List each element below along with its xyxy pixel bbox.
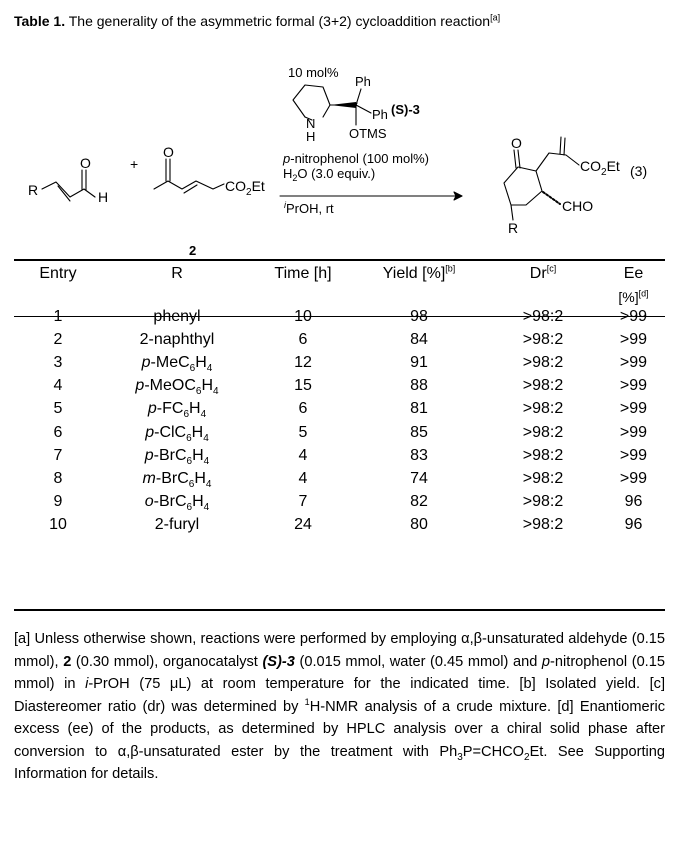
cell-r: $p-MeOC_6H_4$ xyxy=(135,377,219,398)
cell-dr: >98:2 xyxy=(522,446,564,464)
cell-r: 2-furyl xyxy=(154,516,200,534)
catalyst-ph-top: Ph xyxy=(355,74,371,89)
cell-ee: >99 xyxy=(619,377,648,395)
cell-ee: 96 xyxy=(624,493,643,511)
catalyst-bond-ph-top xyxy=(356,89,361,105)
table-bottom-rule xyxy=(14,609,665,611)
cell-dr: >98:2 xyxy=(522,353,564,371)
catalyst-bond-ph-right xyxy=(356,105,371,113)
reactant2-chain xyxy=(154,181,224,189)
product-carbonyl xyxy=(514,150,520,168)
reactant2-ester: $CO_2Et$ xyxy=(225,178,265,198)
catalyst-loading: 10 mol% xyxy=(288,65,339,80)
cell-ee: >99 xyxy=(619,469,648,487)
cell-yield: 98 xyxy=(410,307,428,325)
cell-r: 2-naphthyl xyxy=(139,330,215,348)
cell-yield: 83 xyxy=(410,446,428,464)
cell-yield: 91 xyxy=(410,353,428,371)
reactant1-double-bond xyxy=(58,186,70,201)
cell-dr: >98:2 xyxy=(522,516,564,534)
header-yield: Yield [%][b] xyxy=(382,263,456,282)
reactant2-carbonyl xyxy=(166,159,170,181)
solvent-text: $^i$PrOH, rt xyxy=(284,200,334,216)
cell-dr: >98:2 xyxy=(522,330,564,348)
table-row xyxy=(14,444,665,467)
table-top-rule xyxy=(14,259,665,261)
reactant1-carbonyl xyxy=(82,170,86,190)
caption-note: [a] xyxy=(490,12,501,23)
catalyst-otms: OTMS xyxy=(349,126,387,141)
product-side-chain xyxy=(536,153,579,171)
cell-time: 24 xyxy=(294,516,312,534)
cell-time: 6 xyxy=(298,330,308,348)
header-dr: Dr[c] xyxy=(529,263,557,282)
header-time: Time [h] xyxy=(274,265,332,282)
cell-time: 7 xyxy=(298,493,308,511)
cell-dr: >98:2 xyxy=(522,423,564,441)
product-o: O xyxy=(511,135,522,151)
table-row xyxy=(14,467,665,490)
cell-dr: >98:2 xyxy=(522,493,564,511)
table-caption xyxy=(14,12,664,30)
cell-entry: 10 xyxy=(49,516,67,534)
reactant1-h: H xyxy=(98,189,109,205)
table-row xyxy=(14,328,665,351)
cell-yield: 82 xyxy=(410,493,428,511)
caption-label: Table 1. xyxy=(14,13,66,29)
catalyst-label: (S)-3 xyxy=(391,102,420,117)
table-row xyxy=(14,375,665,398)
cell-dr: >98:2 xyxy=(522,400,564,418)
product-r-bond xyxy=(511,205,513,220)
cell-yield: 74 xyxy=(410,469,428,487)
cell-entry: 9 xyxy=(53,493,63,511)
cell-r: $p-BrC_6H_4$ xyxy=(144,446,210,467)
cell-entry: 8 xyxy=(53,469,63,487)
cell-entry: 6 xyxy=(53,423,63,441)
header-r: R xyxy=(171,265,183,282)
cell-ee: >99 xyxy=(619,330,648,348)
cell-dr: >98:2 xyxy=(522,377,564,395)
product-r: R xyxy=(508,220,519,236)
cell-entry: 3 xyxy=(53,353,63,371)
header-entry: Entry xyxy=(39,265,77,282)
cell-time: 5 xyxy=(298,423,308,441)
product-ester-carbonyl xyxy=(560,137,565,155)
additive-text: p-nitrophenol (100 mol%) xyxy=(283,151,429,166)
catalyst-n: N xyxy=(306,116,316,131)
product-ring xyxy=(504,167,542,205)
cell-r: $o-BrC_6H_4$ xyxy=(144,493,210,514)
table-footnote: [a] Unless otherwise shown, reactions were performed by employing α,β-unsaturated aldehyde (0.15 mmol), 2 (0.30 mmol), organocatalyst (S)-3 (0.015 mmol, water (0.45 mmol) and p-nitrophenol (0.15 mmol) in i-PrOH (75 μL) at room temperature for the indicated time. [b] Isolated yield. [c] Diastereomer ratio (dr) was determined by $^1$H-NMR analysis of a crude mixture. [d] Enantiomeric excess (ee) of the products, as determined by HPLC analysis over a chiral solid phase after conversion to α,β-unsaturated ester by the treatment with $Ph_3P=CHCO_2Et$. See Supporting Information for details. xyxy=(14,631,666,782)
cell-entry: 1 xyxy=(53,307,63,325)
cell-time: 4 xyxy=(298,446,308,464)
catalyst-h: H xyxy=(306,129,316,144)
cell-yield: 85 xyxy=(410,423,428,441)
cell-entry: 7 xyxy=(53,446,63,464)
cell-r: phenyl xyxy=(153,307,201,325)
product-cho: CHO xyxy=(562,198,594,214)
cell-dr: >98:2 xyxy=(522,307,564,325)
reaction-scheme xyxy=(0,55,680,260)
table-row xyxy=(14,305,665,328)
cell-entry: 5 xyxy=(53,400,63,418)
cell-time: 6 xyxy=(298,400,308,418)
header-ee: Ee [%][d] xyxy=(618,265,649,305)
cell-ee: >99 xyxy=(619,353,648,371)
reactant1-r: R xyxy=(28,182,39,198)
table-row xyxy=(14,421,665,444)
table-row xyxy=(14,514,665,537)
cell-yield: 84 xyxy=(410,330,428,348)
cell-r: $p-FC_6H_4$ xyxy=(147,400,207,421)
table-row xyxy=(14,351,665,374)
catalyst-ring xyxy=(293,85,330,117)
cell-dr: >98:2 xyxy=(522,469,564,487)
cell-time: 10 xyxy=(294,307,312,325)
cell-entry: 4 xyxy=(53,377,63,395)
table-row xyxy=(14,398,665,421)
product-ester: $CO_2Et$ xyxy=(580,158,620,178)
cell-ee: >99 xyxy=(619,400,648,418)
cell-ee: >99 xyxy=(619,307,648,325)
reactant1-o: O xyxy=(80,155,91,171)
results-table xyxy=(14,262,665,537)
cell-ee: >99 xyxy=(619,423,648,441)
cell-yield: 88 xyxy=(410,377,428,395)
cell-r: $m-BrC_6H_4$ xyxy=(142,469,212,491)
reactant2-o: O xyxy=(163,144,174,160)
catalyst-stereo-wedge xyxy=(330,102,356,108)
table-row xyxy=(14,491,665,514)
reactant2-label: 2 xyxy=(189,243,197,258)
reactant1-chain xyxy=(42,182,95,197)
cell-ee: 96 xyxy=(624,516,643,534)
cell-yield: 80 xyxy=(410,516,428,534)
table-header-row xyxy=(14,262,665,305)
cell-entry: 2 xyxy=(53,330,63,348)
cell-r: $p-ClC_6H_4$ xyxy=(145,423,209,444)
caption-text: The generality of the asymmetric formal (3+2) cycloaddition reaction xyxy=(68,13,491,29)
cell-time: 15 xyxy=(294,377,312,395)
cell-time: 12 xyxy=(294,353,312,371)
catalyst-ph-right: Ph xyxy=(372,107,388,122)
cell-r: $p-MeC_6H_4$ xyxy=(141,353,213,375)
water-text: $H_2O$ (3.0 equiv.) xyxy=(283,166,376,183)
equation-number: (3) xyxy=(630,163,648,179)
cell-ee: >99 xyxy=(619,446,648,464)
product-cho-hash xyxy=(543,192,560,204)
cell-time: 4 xyxy=(298,469,308,487)
cell-yield: 81 xyxy=(410,400,428,418)
plus-sign: + xyxy=(130,156,139,172)
